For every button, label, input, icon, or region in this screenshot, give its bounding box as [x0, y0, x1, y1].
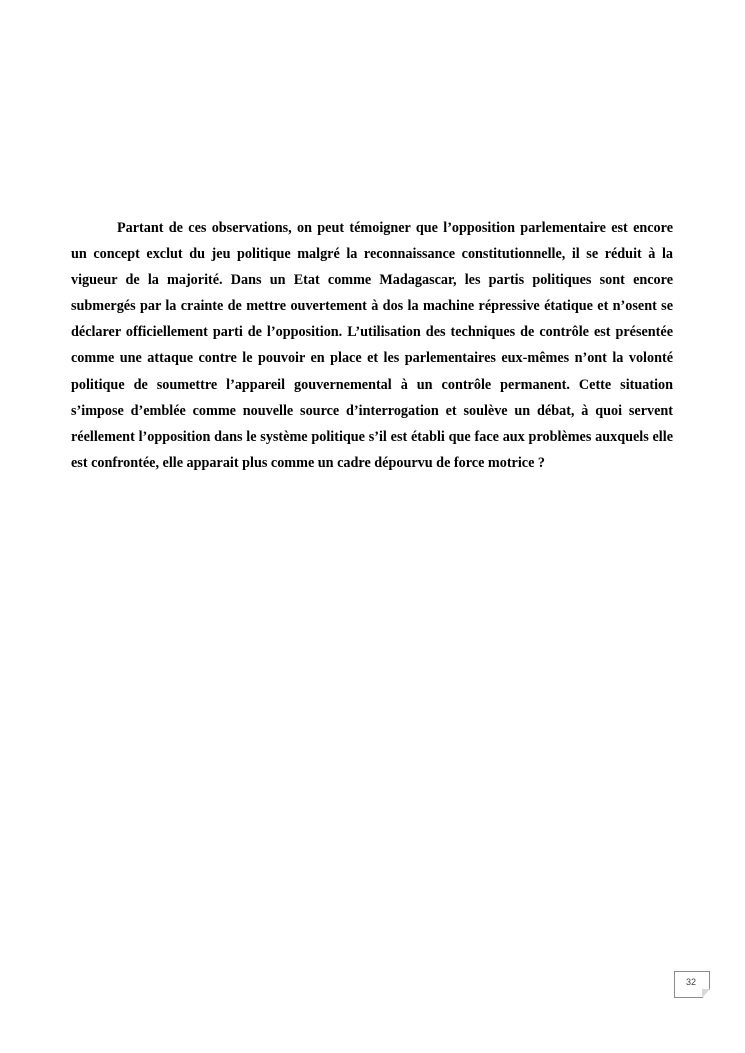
page-corner-fold — [702, 989, 710, 998]
body-paragraph: Partant de ces observations, on peut témoigner que l’opposition parlementaire est encore un concept exclut du jeu politique malgré la reconnaissance constitutionnelle, il se réduit à la vigueur de la majorité. Dans un Etat comme Madagascar, les partis politiques sont encore submergés par la crainte de mettre ouvertement à dos la machine répressive étatique et n’osent se déclarer officiellement parti de l’opposition. L’utilisation des techniques de contrôle est présentée comme une attaque contre le pouvoir en place et les parlementaires eux-mêmes n’ont la volonté politique de soumettre l’appareil gouvernemental à un contrôle permanent. Cette situation s’impose d’emblée comme nouvelle source d’interrogation et soulève un débat, à quoi servent réellement l’opposition dans le système politique s’il est établi que face aux problèmes auxquels elle est confrontée, elle apparait plus comme un cadre dépourvu de force motrice ? — [71, 220, 673, 471]
page-number: 32 — [685, 977, 696, 987]
